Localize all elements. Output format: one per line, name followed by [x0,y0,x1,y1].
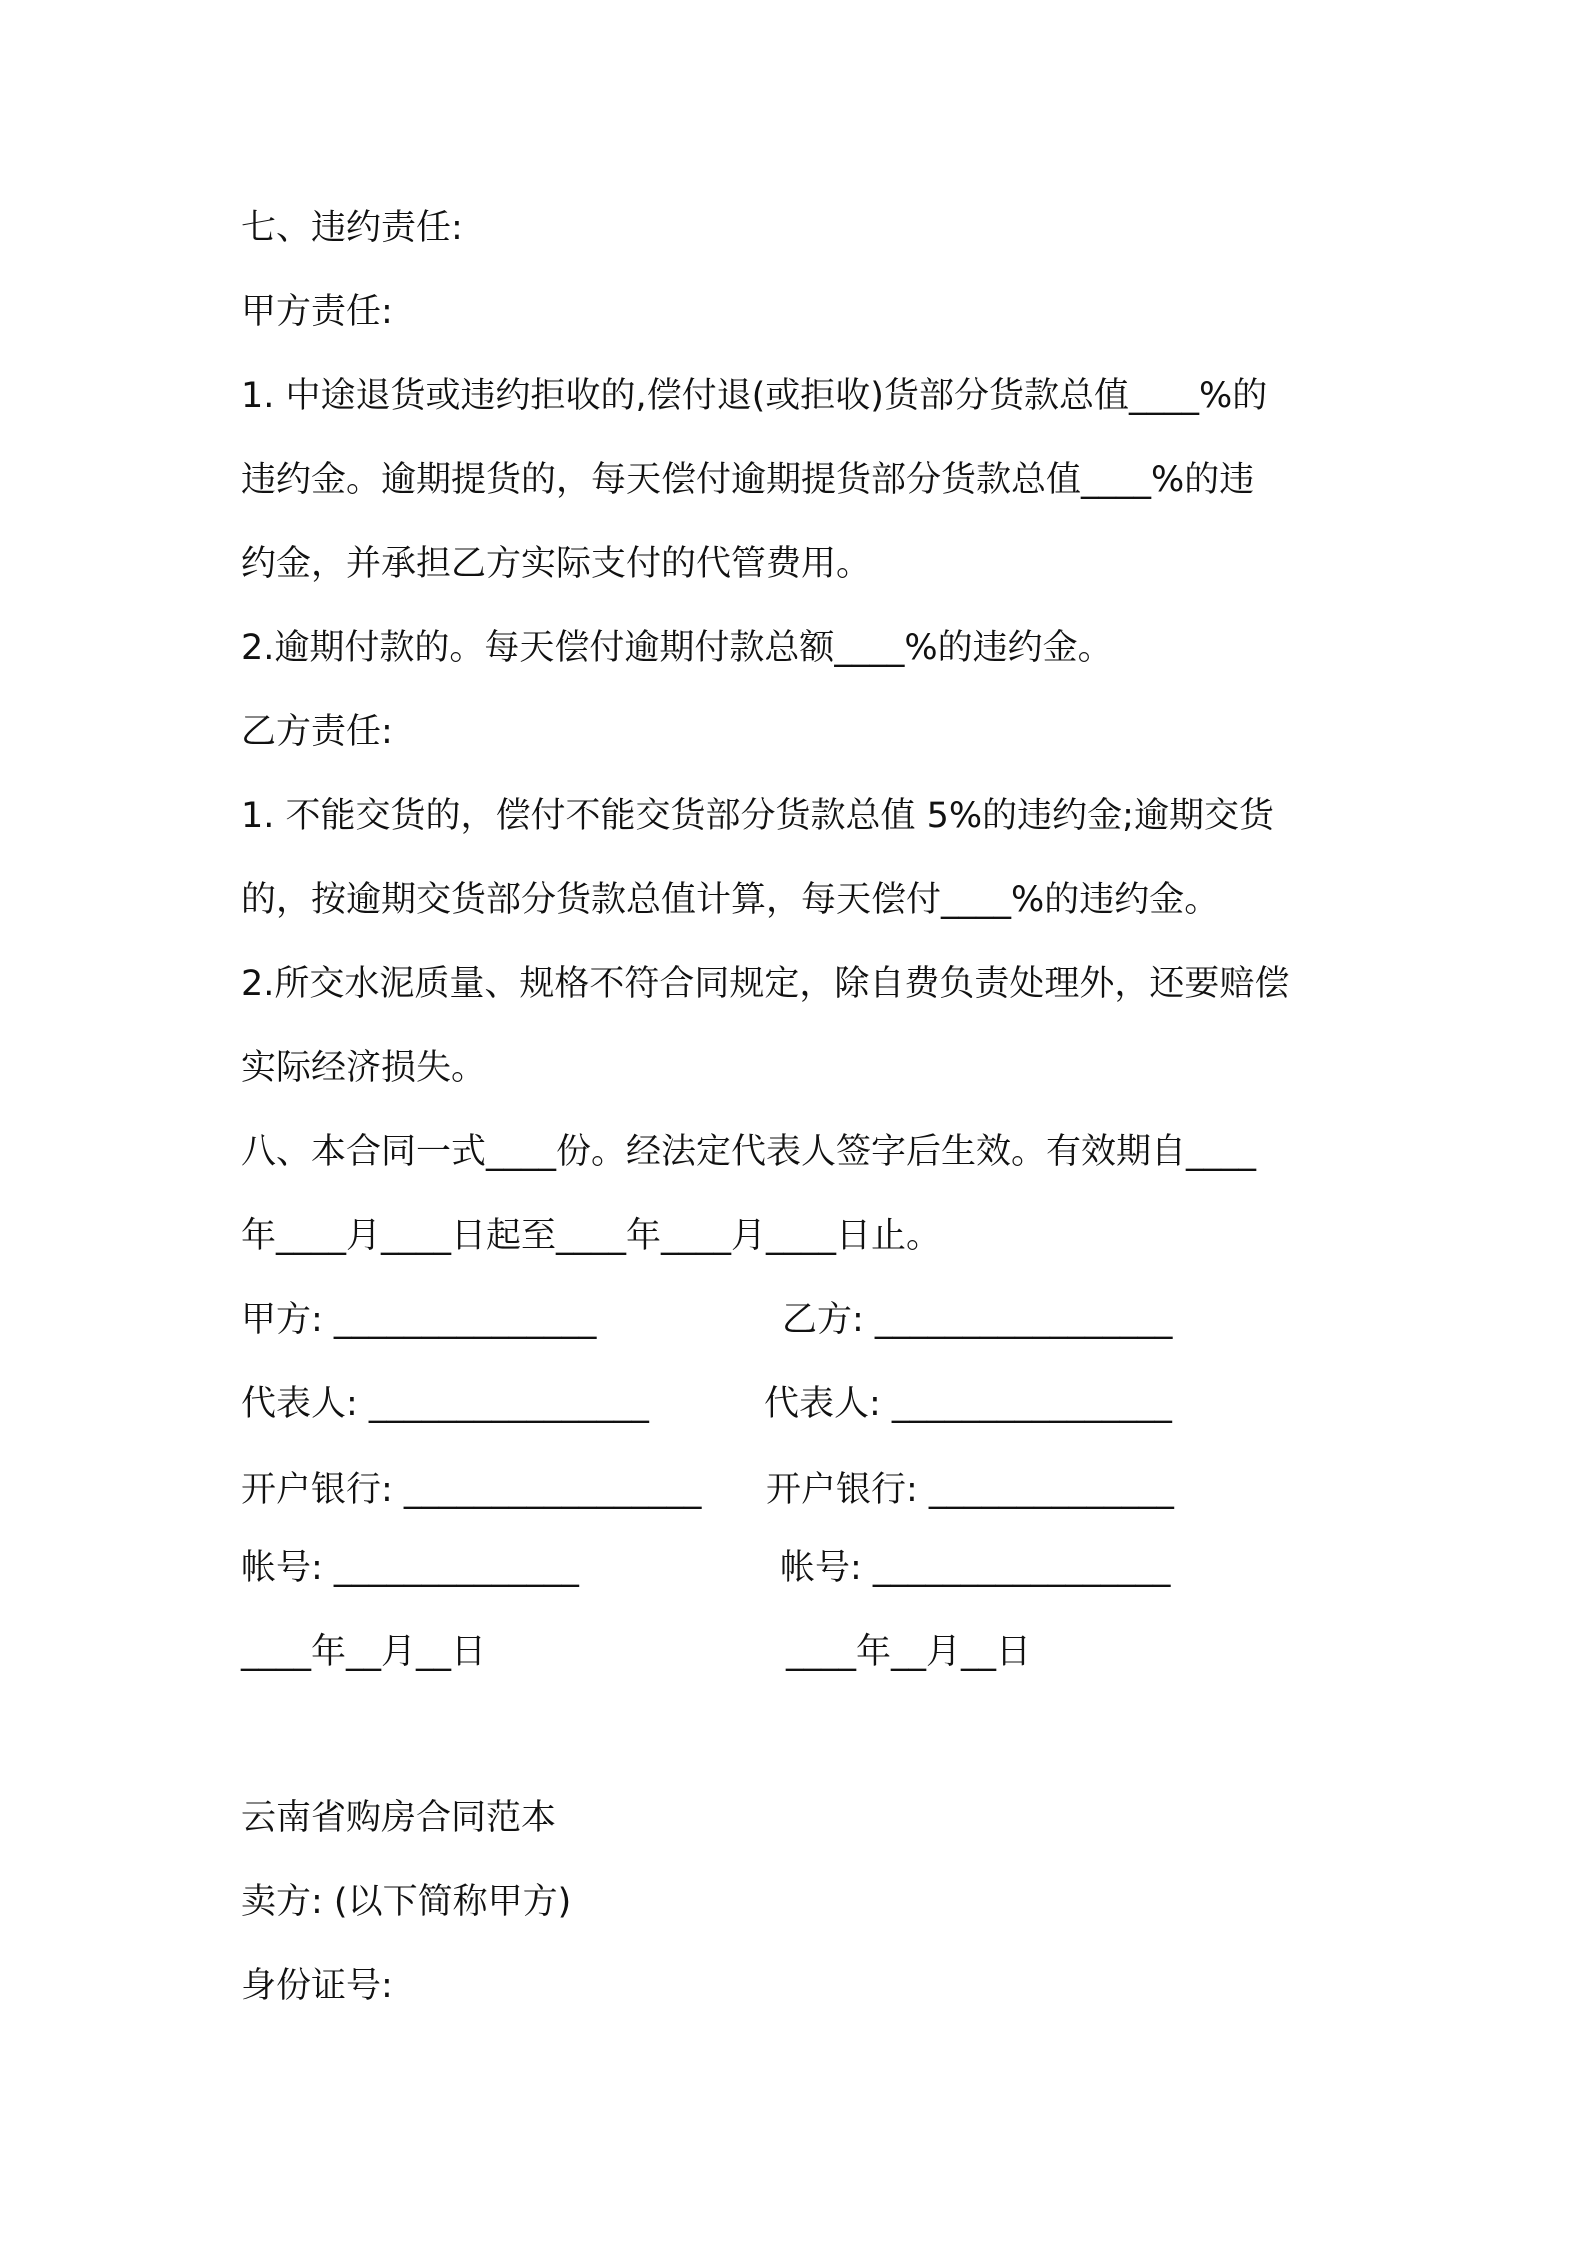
party-b-item2-line2: 实际经济损失。 [241,1048,487,1088]
party-a-item1-line1: 1. 中途退货或违约拒收的,偿付退(或拒收)货部分货款总值____%的 [241,376,1268,416]
next-contract-id-number: 身份证号: [241,1966,393,2006]
section8-line1: 八、本合同一式____份。经法定代表人签字后生效。有效期自____ [241,1132,1257,1172]
sig-right-date: ____年__月__日 [786,1632,1032,1672]
section7-heading: 七、违约责任: [241,208,463,248]
next-contract-seller: 卖方: (以下简称甲方) [241,1882,572,1922]
party-b-item2-line1: 2.所交水泥质量、规格不符合同规定，除自费负责处理外，还要赔偿 [241,964,1290,1004]
next-contract-title: 云南省购房合同范本 [241,1798,557,1838]
section8-line2: 年____月____日起至____年____月____日止。 [241,1216,942,1256]
party-b-item1-line1: 1. 不能交货的，偿付不能交货部分货款总值 5%的违约金;逾期交货 [241,796,1274,836]
sig-left-bank: 开户银行: _________________ [241,1470,702,1510]
party-b-heading: 乙方责任: [241,712,393,752]
sig-right-party: 乙方: _________________ [782,1300,1173,1340]
sig-left-date: ____年__月__日 [241,1632,487,1672]
sig-right-account: 帐号: _________________ [780,1548,1171,1588]
party-a-item2: 2.逾期付款的。每天偿付逾期付款总额____%的违约金。 [241,628,1113,668]
party-b-item1-line2: 的，按逾期交货部分货款总值计算，每天偿付____%的违约金。 [241,880,1220,920]
party-a-item1-line3: 约金，并承担乙方实际支付的代管费用。 [241,544,872,584]
party-a-heading: 甲方责任: [241,292,393,332]
sig-left-party: 甲方: _______________ [241,1300,597,1340]
sig-right-representative: 代表人: ________________ [764,1384,1172,1424]
sig-right-bank: 开户银行: ______________ [766,1470,1174,1510]
sig-left-account: 帐号: ______________ [241,1548,579,1588]
party-a-item1-line2: 违约金。逾期提货的，每天偿付逾期提货部分货款总值____%的违 [241,460,1255,500]
sig-left-representative: 代表人: ________________ [241,1384,649,1424]
